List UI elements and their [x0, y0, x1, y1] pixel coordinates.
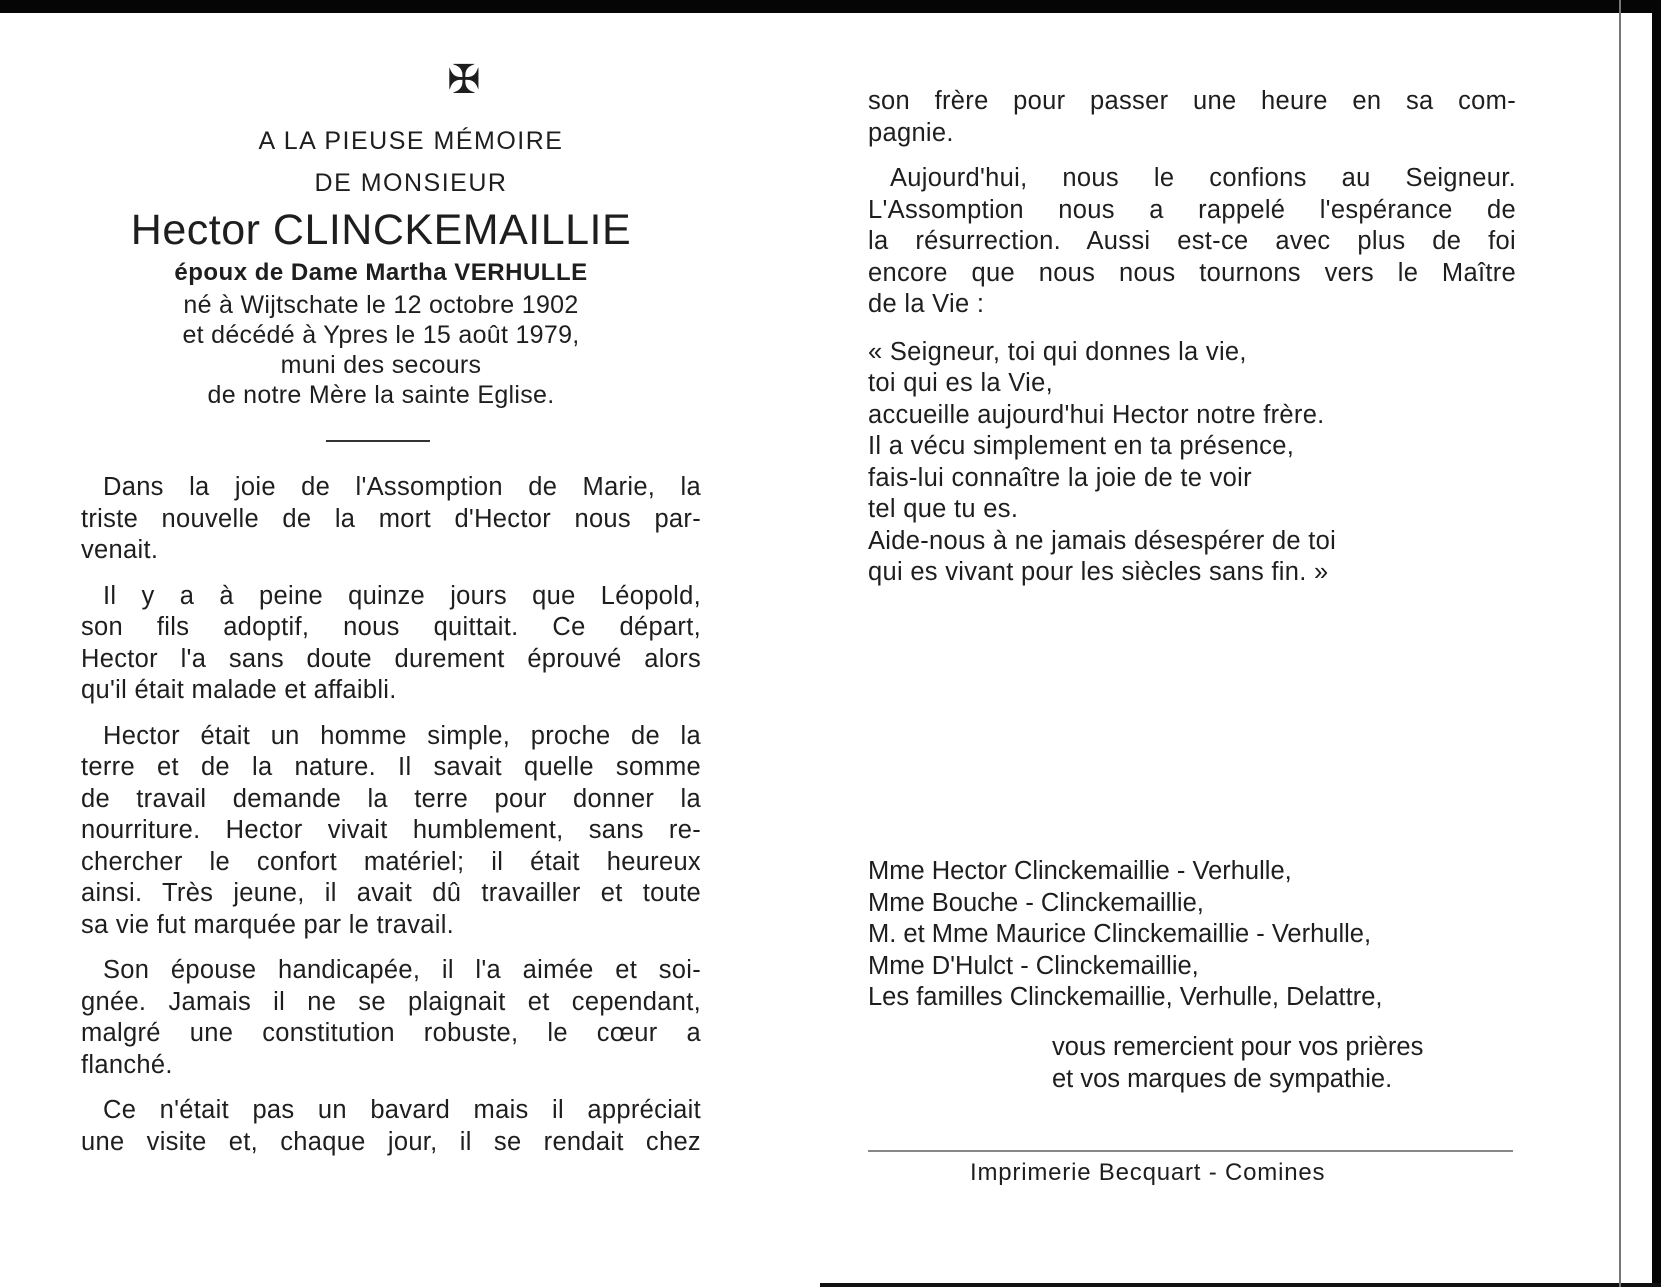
prayer-line: Aide-nous à ne jamais désespérer de toi — [868, 526, 1337, 555]
scan-edge-top — [0, 0, 1661, 13]
cross-icon: ✠ — [447, 57, 481, 103]
text-line: chercher le confort matériel; il était heureux — [81, 847, 701, 876]
text-line: gnée. Jamais il ne se plaignait et cependant, — [81, 987, 701, 1016]
sacraments-line2: de notre Mère la sainte Eglise. — [207, 381, 555, 409]
text-line: pagnie. — [868, 118, 954, 147]
text-line: flanché. — [81, 1050, 173, 1079]
spouse-line: époux de Dame Martha VERHULLE — [174, 259, 588, 286]
family-line: M. et Mme Maurice Clinckemaillie - Verhulle, — [868, 920, 1372, 948]
card-fold-line — [1619, 0, 1621, 1287]
family-list — [868, 856, 1382, 1014]
text-line: Hector l'a sans doute durement éprouvé alors — [81, 644, 701, 673]
thanks-line: et vos marques de sympathie. — [1052, 1064, 1393, 1093]
deceased-name: Hector CLINCKEMAILLIE — [130, 206, 632, 254]
prayer-line: toi qui es la Vie, — [868, 369, 1053, 397]
paragraph-spouse-care — [81, 955, 701, 1081]
text-line: Aujourd'hui, nous le confions au Seigneur. — [890, 164, 1516, 192]
text-line: Dans la joie de l'Assomption de Marie, la — [103, 473, 701, 501]
family-line: Mme D'Hulct - Clinckemaillie, — [868, 951, 1199, 980]
prayer-line: tel que tu es. — [868, 495, 1019, 523]
paragraph-visits — [81, 1095, 701, 1158]
prayer-line: accueille aujourd'hui Hector notre frère. — [868, 400, 1325, 429]
thanks-line: vous remercient pour vos prières — [1052, 1033, 1424, 1061]
paragraph-entrust — [868, 163, 1516, 321]
text-line: Il y a à peine quinze jours que Léopold, — [103, 581, 701, 610]
death-line: et décédé à Ypres le 15 août 1979, — [182, 321, 580, 349]
text-line: venait. — [81, 536, 159, 564]
prayer-line: « Seigneur, toi qui donnes la vie, — [868, 337, 1247, 366]
divider-rule — [326, 440, 430, 442]
text-line: Son épouse handicapée, il l'a aimée et soi- — [103, 956, 701, 984]
text-line: de la Vie : — [868, 290, 985, 318]
text-line: encore que nous nous tournons vers le Maître — [868, 258, 1516, 287]
family-line: Mme Bouche - Clinckemaillie, — [868, 888, 1204, 917]
prayer-line: qui es vivant pour les siècles sans fin. » — [868, 558, 1329, 586]
text-line: de travail demande la terre pour donner la — [81, 784, 701, 813]
left-panel — [81, 57, 701, 1172]
text-line: sa vie fut marquée par le travail. — [81, 910, 455, 939]
prayer-line: fais-lui connaître la joie de te voir — [868, 463, 1252, 492]
family-line: Mme Hector Clinckemaillie - Verhulle, — [868, 857, 1292, 885]
text-line: nourriture. Hector vivait humblement, sans re- — [81, 816, 701, 844]
thanks-message — [1052, 1032, 1423, 1095]
prayer — [868, 337, 1516, 589]
printer-credit: Imprimerie Becquart - Comines — [970, 1159, 1326, 1186]
text-line: qu'il était malade et affaibli. — [81, 676, 397, 704]
text-line: Ce n'était pas un bavard mais il appréciait — [103, 1096, 701, 1124]
right-panel — [868, 86, 1516, 589]
text-line: Hector était un homme simple, proche de la — [103, 721, 701, 750]
paragraph-assumption — [81, 472, 701, 567]
memorial-heading-line2: DE MONSIEUR — [314, 169, 508, 197]
memorial-heading-line1: A LA PIEUSE MÉMOIRE — [258, 127, 564, 155]
text-line: malgré une constitution robuste, le cœur a — [81, 1019, 701, 1047]
prayer-line: Il a vécu simplement en ta présence, — [868, 432, 1295, 460]
paragraph-brother — [868, 86, 1516, 149]
sacraments-line1: muni des secours — [280, 351, 482, 379]
scan-edge-bottom — [820, 1283, 1661, 1287]
text-line: la résurrection. Aussi est-ce avec plus de foi — [868, 227, 1516, 255]
paragraph-simple-man — [81, 721, 701, 942]
scan-edge-right — [1652, 0, 1661, 1287]
text-line: son fils adoptif, nous quittait. Ce départ, — [81, 613, 701, 641]
text-line: son frère pour passer une heure en sa com- — [868, 87, 1516, 115]
text-line: triste nouvelle de la mort d'Hector nous par- — [81, 504, 701, 533]
text-line: ainsi. Très jeune, il avait dû travailler et toute — [81, 879, 701, 907]
birth-line: né à Wijtschate le 12 octobre 1902 — [183, 291, 579, 319]
text-line: une visite et, chaque jour, il se rendait chez — [81, 1127, 701, 1156]
printer-divider — [868, 1150, 1513, 1152]
family-line: Les familles Clinckemaillie, Verhulle, Delattre, — [868, 983, 1383, 1011]
paragraph-leopold — [81, 581, 701, 707]
text-line: L'Assomption nous a rappelé l'espérance de — [868, 195, 1516, 224]
text-line: terre et de la nature. Il savait quelle somme — [81, 753, 701, 781]
